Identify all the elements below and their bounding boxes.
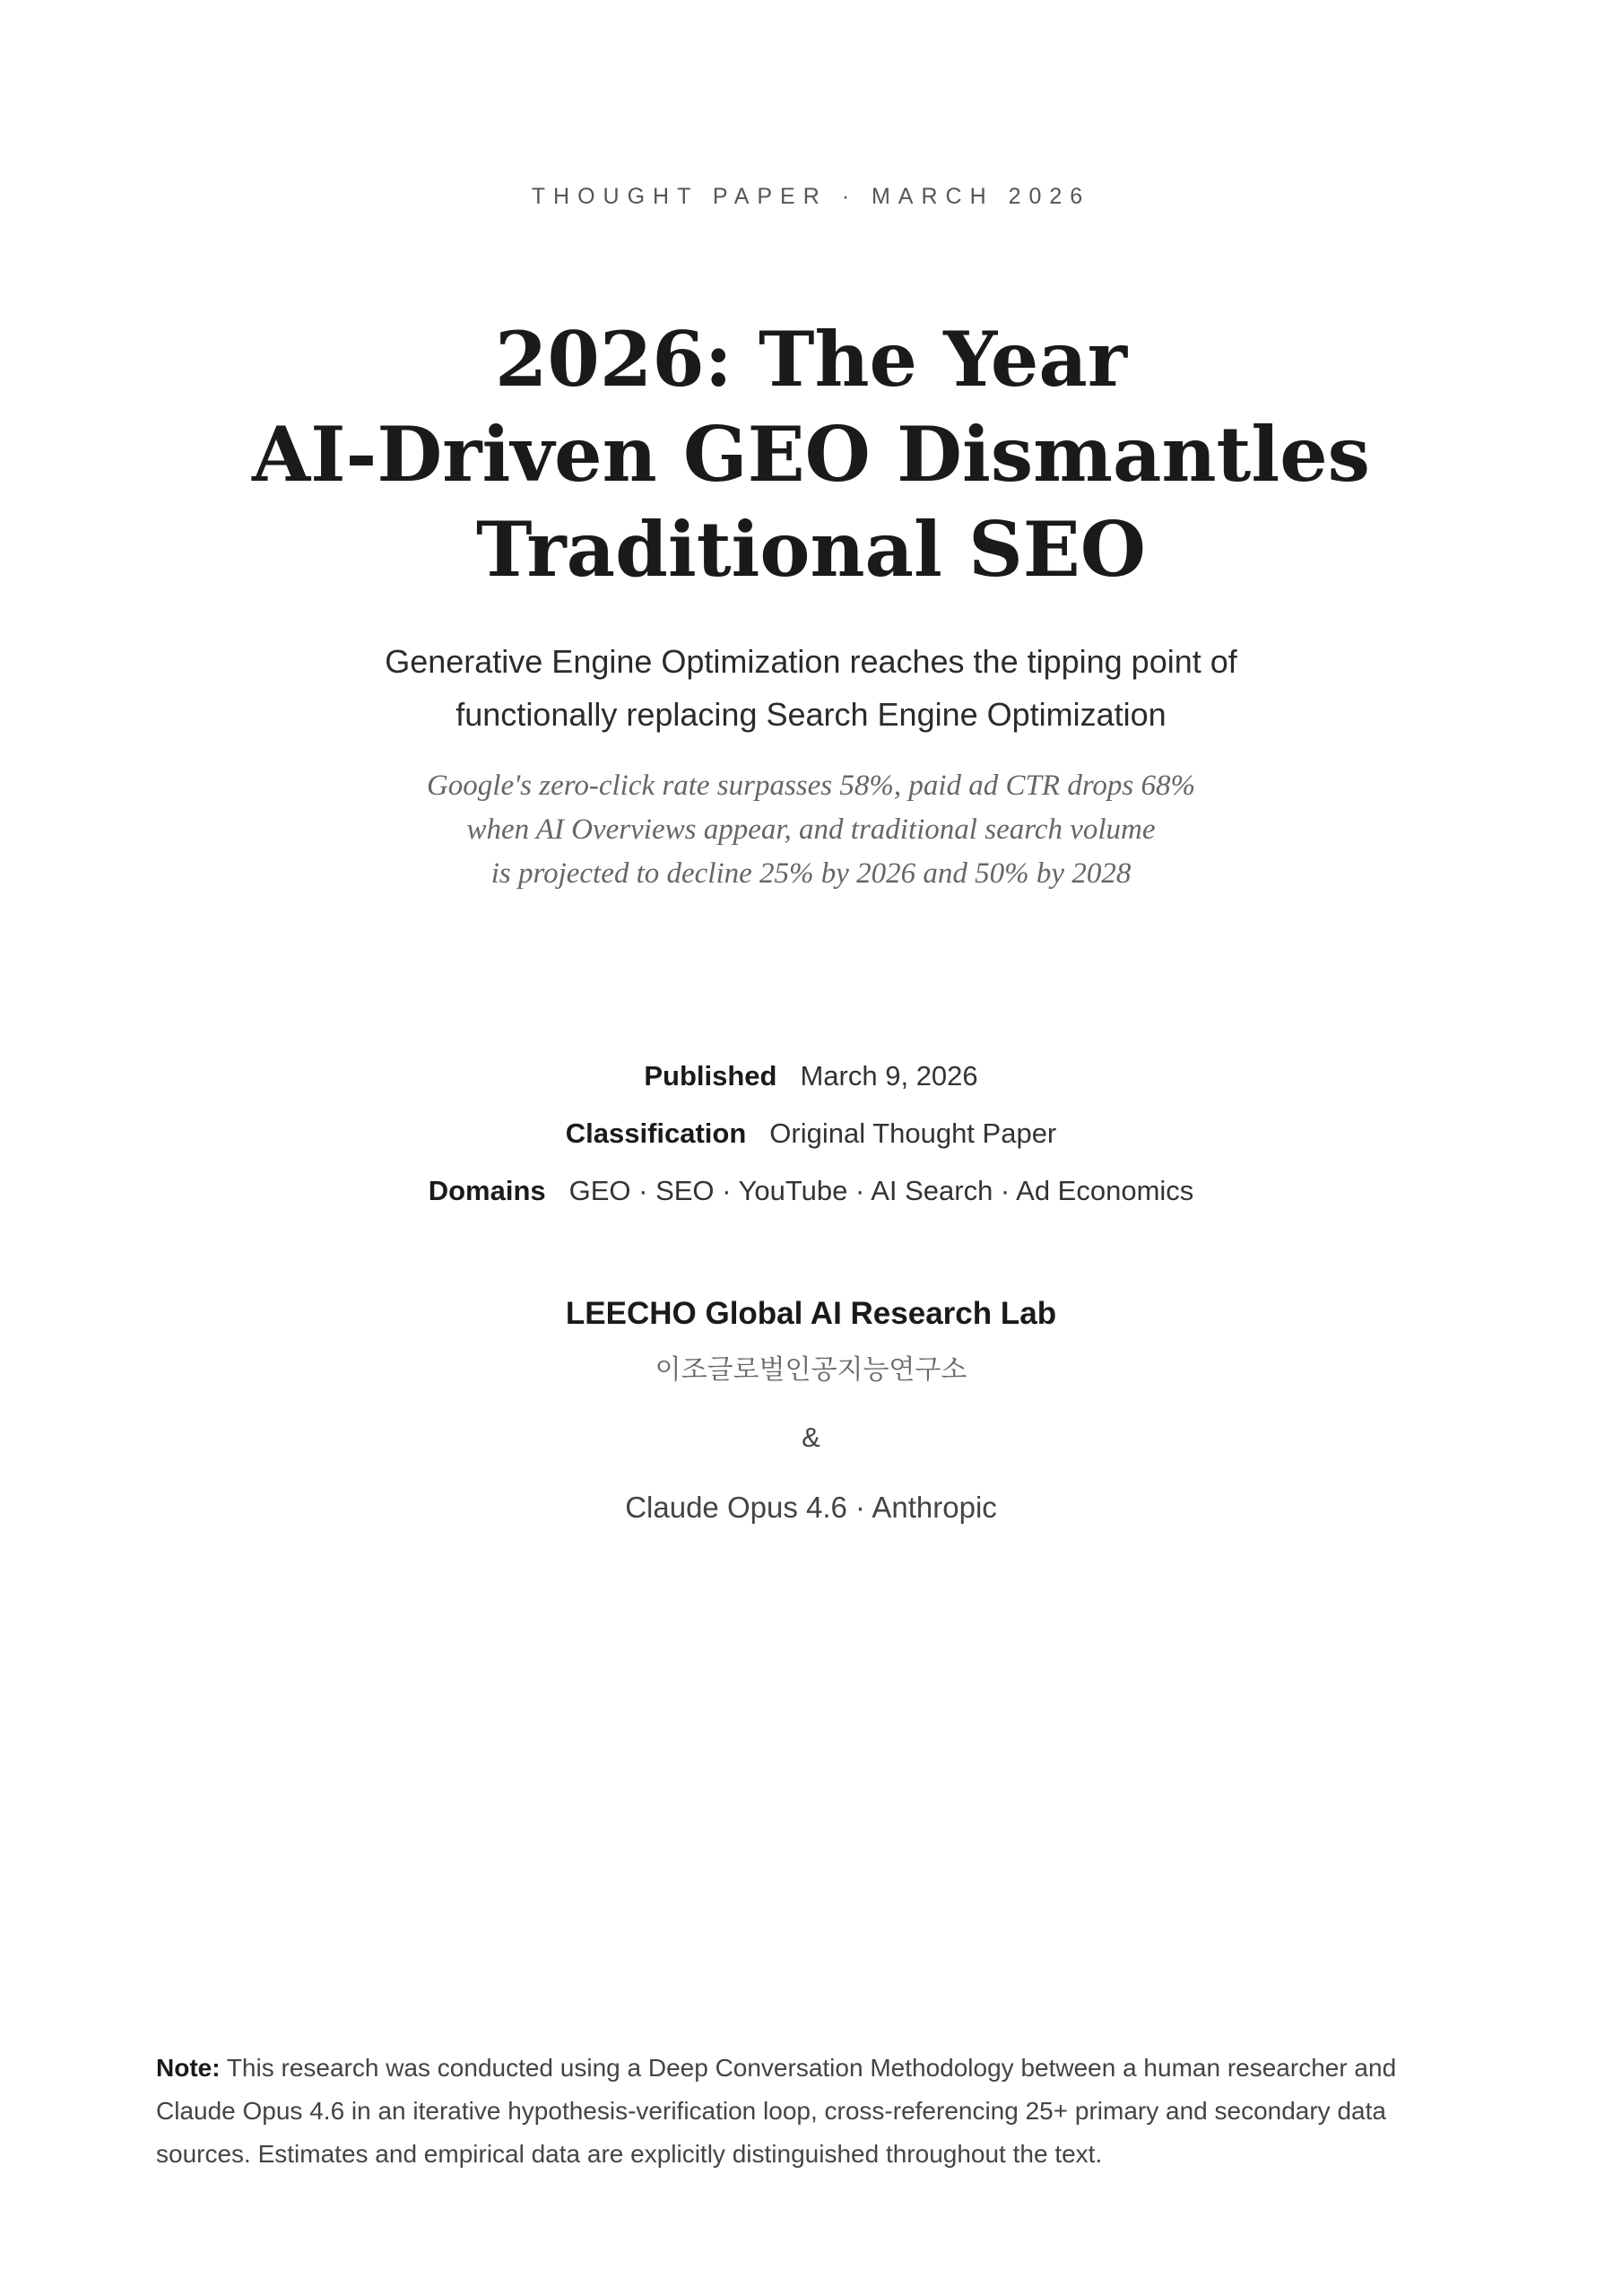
author-organization: LEECHO Global AI Research Lab bbox=[565, 1296, 1057, 1331]
lede-line-1: Google's zero-click rate surpasses 58%, paid ad CTR drops 68% bbox=[426, 770, 1196, 802]
author-ampersand: & bbox=[802, 1422, 820, 1453]
title-line-3: Traditional SEO bbox=[476, 505, 1146, 594]
lede-line-2: when AI Overviews appear, and traditional search volume bbox=[466, 813, 1156, 846]
classification-label: Classification bbox=[565, 1118, 747, 1149]
meta-domains bbox=[0, 1162, 1622, 1220]
paper-lede bbox=[0, 764, 1622, 896]
domains-value: GEO · SEO · YouTube · AI Search · Ad Economics bbox=[568, 1175, 1194, 1206]
domains-label: Domains bbox=[428, 1175, 546, 1206]
author-organization-korean: 이조글로벌인공지능연구소 bbox=[655, 1355, 967, 1385]
title-line-2: AI-Driven GEO Dismantles bbox=[252, 410, 1370, 499]
paper-title bbox=[0, 312, 1622, 597]
eyebrow-label: THOUGHT PAPER · MARCH 2026 bbox=[531, 184, 1091, 209]
paper-metadata bbox=[0, 1048, 1622, 1220]
note-label: Note: bbox=[156, 2054, 221, 2082]
subtitle-line-1: Generative Engine Optimization reaches the tipping point of bbox=[385, 643, 1237, 680]
meta-classification bbox=[0, 1105, 1622, 1162]
published-value: March 9, 2026 bbox=[800, 1060, 978, 1091]
paper-subtitle bbox=[0, 635, 1622, 741]
lede-line-3: is projected to decline 25% by 2026 and 50% by 2028 bbox=[490, 857, 1132, 890]
classification-value: Original Thought Paper bbox=[769, 1118, 1057, 1149]
note-text: This research was conducted using a Deep Conversation Methodology between a human researcher and Claude Opus 4.6 in an iterative hypothesis-verification loop, cross-referencing 25+ primary and secondary data sources. Estimates and empirical data are explicitly distinguished throughout the text. bbox=[156, 2054, 1397, 2168]
author-partner: Claude Opus 4.6 · Anthropic bbox=[625, 1491, 997, 1524]
meta-published bbox=[0, 1048, 1622, 1105]
title-line-1: 2026: The Year bbox=[494, 315, 1128, 404]
methodology-note bbox=[156, 2047, 1465, 2176]
subtitle-line-2: functionally replacing Search Engine Optimization bbox=[455, 696, 1167, 733]
published-label: Published bbox=[644, 1060, 777, 1091]
